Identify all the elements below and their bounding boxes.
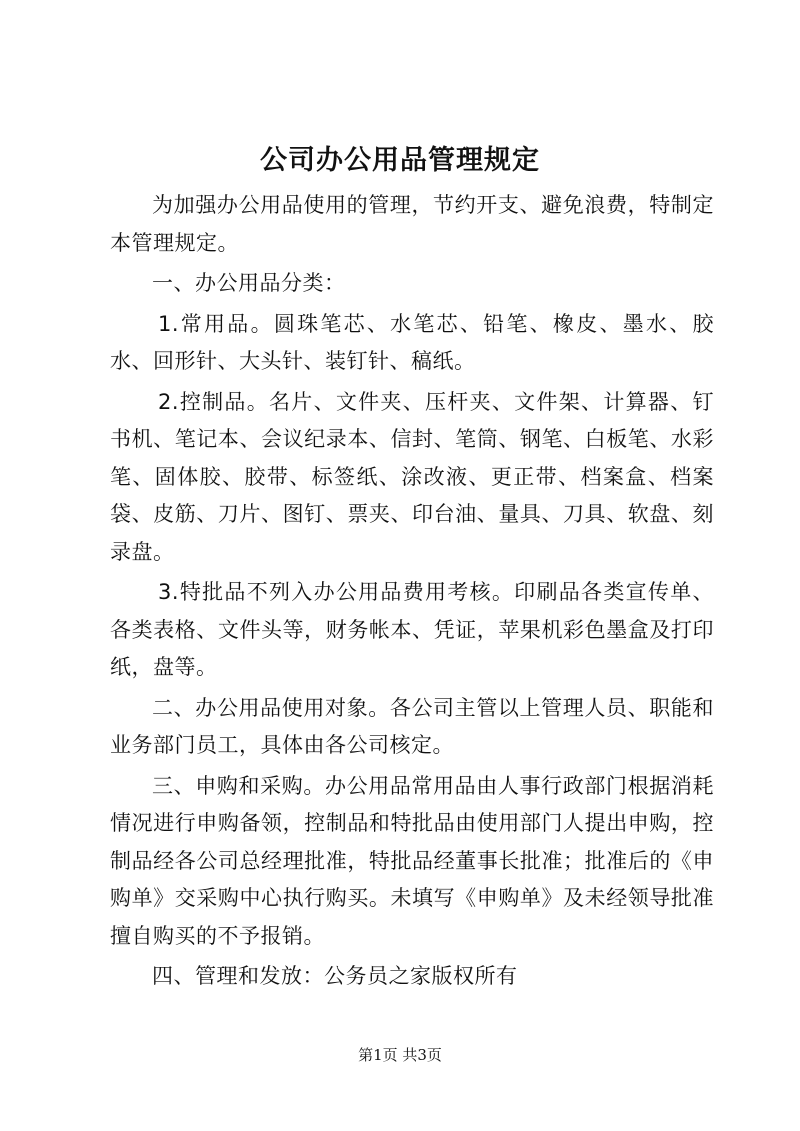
- paragraph-controlled-items: 2.控制品。名片、文件夹、压杆夹、文件架、计算器、钉书机、笔记本、会议纪录本、信封、笔筒、钢笔、白板笔、水彩笔、固体胶、胶带、标签纸、涂改液、更正带、档案盒、档案袋、皮筋、刀片、图钉、票夹、印台油、量具、刀具、软盘、刻录盘。: [110, 389, 714, 564]
- document-body: [110, 187, 714, 999]
- paragraph-section-2: 二、办公用品使用对象。各公司主管以上管理人员、职能和业务部门员工，具体由各公司核定。: [110, 695, 714, 757]
- document-title: 公司办公用品管理规定: [260, 145, 540, 176]
- paragraph-special-items: 3.特批品不列入办公用品费用考核。印刷品各类宣传单、各类表格、文件头等，财务帐本、凭证，苹果机彩色墨盒及打印纸，盘等。: [110, 580, 714, 679]
- page-footer: 第1页 共3页: [358, 1046, 442, 1064]
- paragraph-section-4: 四、管理和发放：公务员之家版权所有: [152, 964, 518, 988]
- paragraph-intro: 为加强办公用品使用的管理，节约开支、避免浪费，特制定本管理规定。: [110, 193, 714, 255]
- paragraph-section-1-heading: 一、办公用品分类：: [152, 271, 346, 295]
- paragraph-common-items: 1.常用品。圆珠笔芯、水笔芯、铅笔、橡皮、墨水、胶水、回形针、大头针、装钉针、稿纸。: [110, 311, 714, 373]
- paragraph-section-3: 三、申购和采购。办公用品常用品由人事行政部门根据消耗情况进行申购备领，控制品和特批品由使用部门人提出申购，控制品经各公司总经理批准，特批品经董事长批准；批准后的《申购单》交采购中心执行购买。未填写《申购单》及未经领导批准擅自购买的不予报销。: [110, 773, 714, 948]
